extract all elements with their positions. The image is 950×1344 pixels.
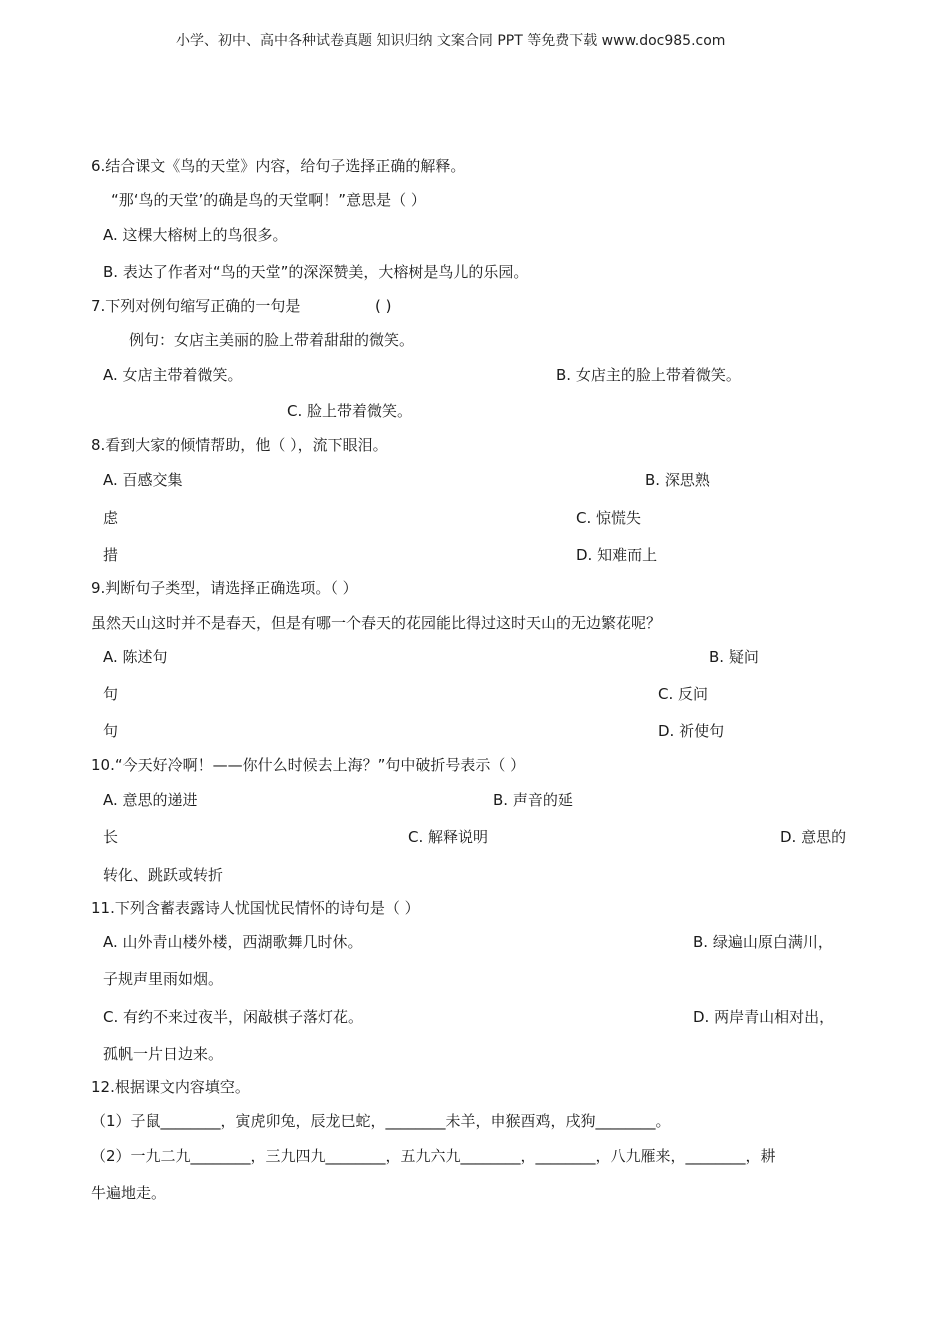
question-7-paren: ( ) <box>375 297 392 315</box>
question-7-stem: 7.下列对例句缩写正确的一句是 <box>91 297 301 315</box>
question-9-option-c-cont: 句 <box>103 722 119 740</box>
question-9-stem: 9.判断句子类型，请选择正确选项。（ ） <box>91 579 358 597</box>
question-11-option-b-cont: 子规声里雨如烟。 <box>103 970 224 988</box>
question-11-stem: 11.下列含蓄表露诗人忧国忧民情怀的诗句是（ ） <box>91 899 420 917</box>
question-9-option-c: C. 反问 <box>658 685 709 703</box>
question-11-option-b: B. 绿遍山原白满川， <box>693 933 833 951</box>
question-11-option-a: A. 山外青山楼外楼，西湖歌舞几时休。 <box>103 933 363 951</box>
question-12-line-1: （1）子鼠________，寅虎卯兔，辰龙巳蛇，________未羊，申猴酉鸡，戌狗________。 <box>91 1112 671 1130</box>
question-10-option-d-cont: 转化、跳跃或转折 <box>103 866 224 884</box>
question-11-option-c: C. 有约不来过夜半，闲敲棋子落灯花。 <box>103 1008 364 1026</box>
question-12-line-3: 牛遍地走。 <box>91 1184 167 1202</box>
question-10-option-b-cont: 长 <box>103 828 119 846</box>
question-6-option-a: A. 这棵大榕树上的鸟很多。 <box>103 226 288 244</box>
question-9-option-b-cont: 句 <box>103 685 119 703</box>
question-9-sentence: 虽然天山这时并不是春天，但是有哪一个春天的花园能比得过这时天山的无边繁花呢？ <box>91 614 662 632</box>
question-10-option-d: D. 意思的 <box>780 828 847 846</box>
question-11-option-d-cont: 孤帆一片日边来。 <box>103 1045 224 1063</box>
question-12-stem: 12.根据课文内容填空。 <box>91 1078 250 1096</box>
question-8-option-a: A. 百感交集 <box>103 471 183 489</box>
question-10-option-b: B. 声音的延 <box>493 791 573 809</box>
question-8-option-c: C. 惊慌失 <box>576 509 642 527</box>
question-10-option-c: C. 解释说明 <box>408 828 489 846</box>
question-9-option-d: D. 祈使句 <box>658 722 725 740</box>
question-6-option-b: B. 表达了作者对“鸟的天堂”的深深赞美，大榕树是鸟儿的乐园。 <box>103 263 529 281</box>
question-10-option-a: A. 意思的递进 <box>103 791 198 809</box>
question-7-option-c: C. 脸上带着微笑。 <box>287 402 413 420</box>
question-9-option-a: A. 陈述句 <box>103 648 168 666</box>
question-11-option-d: D. 两岸青山相对出， <box>693 1008 835 1026</box>
question-8-option-c-cont: 措 <box>103 546 119 564</box>
question-6-sub: “那‘鸟的天堂’的确是鸟的天堂啊！”意思是（ ） <box>111 191 426 209</box>
question-9-option-b: B. 疑问 <box>709 648 759 666</box>
question-7-option-b: B. 女店主的脸上带着微笑。 <box>556 366 741 384</box>
question-6-stem: 6.结合课文《鸟的天堂》内容，给句子选择正确的解释。 <box>91 157 466 175</box>
question-8-option-d: D. 知难而上 <box>576 546 658 564</box>
question-12-line-2: （2）一九二九________，三九四九________，五九六九________，________，八九雁来，________，耕 <box>91 1147 776 1165</box>
page-header: 小学、初中、高中各种试卷真题 知识归纳 文案合同 PPT 等免费下载 www.doc985.com <box>176 33 726 49</box>
question-8-option-b-cont: 虑 <box>103 509 119 527</box>
question-7-example: 例句：女店主美丽的脸上带着甜甜的微笑。 <box>129 331 415 349</box>
question-8-stem: 8.看到大家的倾情帮助，他（ ），流下眼泪。 <box>91 436 388 454</box>
question-7-option-a: A. 女店主带着微笑。 <box>103 366 243 384</box>
question-8-option-b: B. 深思熟 <box>645 471 710 489</box>
question-10-stem: 10.“今天好冷啊！——你什么时候去上海？”句中破折号表示（ ） <box>91 756 526 774</box>
